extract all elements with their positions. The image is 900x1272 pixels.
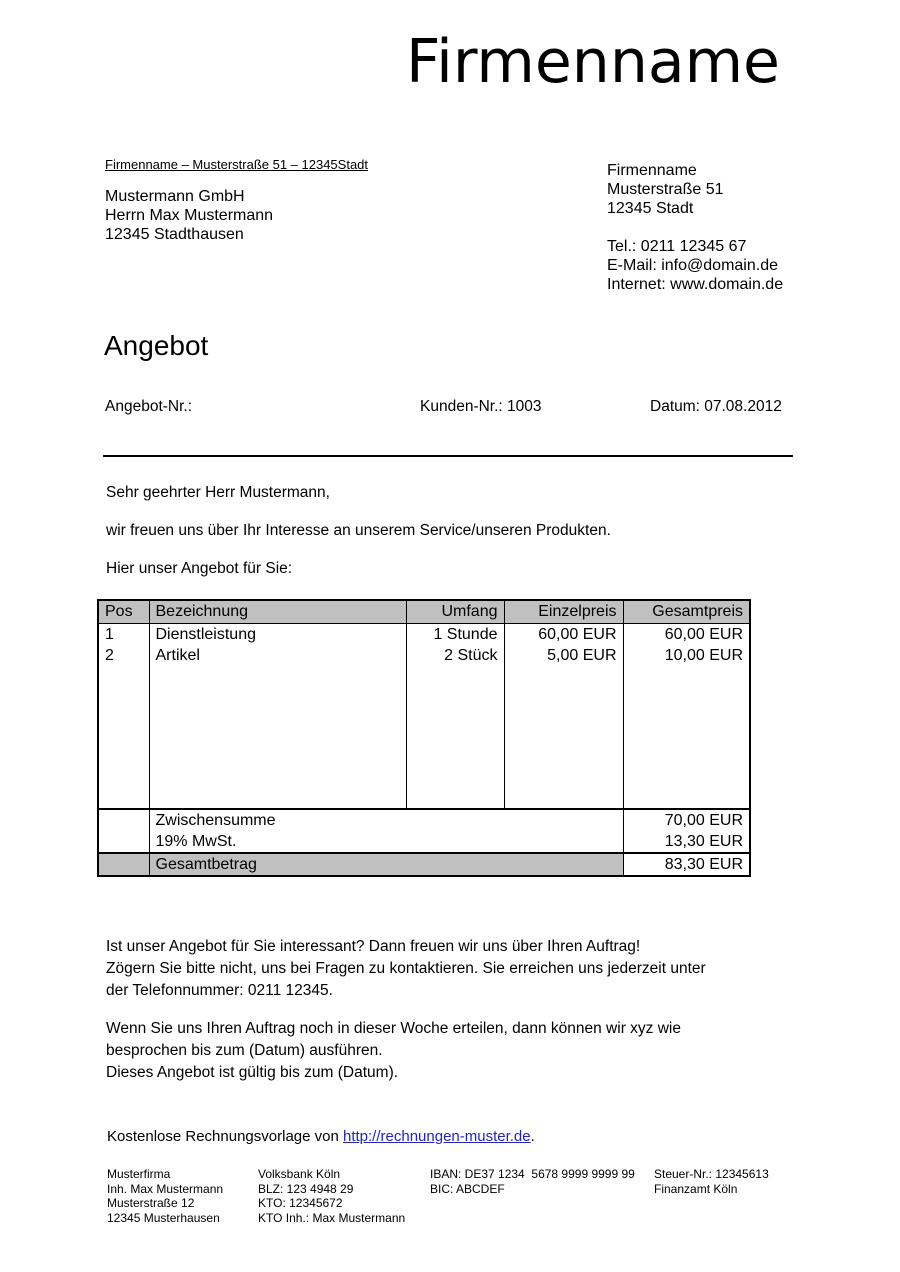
column-header-quantity: Umfang (406, 600, 504, 624)
closing-paragraph-1 (106, 936, 706, 1002)
closing-line: Wenn Sie uns Ihren Auftrag noch in dieser Woche erteilen, dann können wir xyz wie (106, 1020, 681, 1037)
footer-line: BIC: ABCDEF (430, 1181, 505, 1196)
table-row (98, 624, 750, 646)
company-address-line: Firmenname (607, 162, 697, 179)
item-unit-price: 5,00 EUR (504, 645, 623, 666)
item-description: Dienstleistung (149, 624, 406, 646)
item-description: Artikel (149, 645, 406, 666)
subtotal-pos-cell (98, 809, 149, 853)
credit-suffix: . (530, 1128, 535, 1145)
closing-paragraph-2 (106, 1018, 681, 1084)
subtotal-label: Zwischensumme (155, 812, 276, 829)
intro-line: wir freuen uns über Ihr Interesse an unserem Service/unseren Produkten. (106, 522, 611, 539)
document-title: Angebot (104, 330, 209, 361)
offer-lead-line: Hier unser Angebot für Sie: (106, 560, 293, 577)
salutation: Sehr geehrter Herr Mustermann, (106, 484, 330, 501)
footer-line: Volksbank Köln (258, 1167, 341, 1181)
footer-line: KTO: 12345672 (258, 1196, 343, 1210)
footer-tax-column (654, 1167, 769, 1196)
company-website: Internet: www.domain.de (607, 276, 784, 293)
item-quantity: 1 Stunde (406, 624, 504, 646)
table-row (98, 645, 750, 666)
closing-line: Dieses Angebot ist gültig bis zum (Datum). (106, 1064, 399, 1081)
footer-line: Musterstraße 12 (107, 1196, 195, 1210)
total-pos-cell (98, 853, 149, 876)
company-address-line: 12345 Stadt (607, 200, 694, 217)
footer-line: KTO Inh.: Max Mustermann (258, 1210, 406, 1225)
item-unit-price: 60,00 EUR (504, 624, 623, 646)
subtotal-row (98, 809, 750, 853)
vat-label: 19% MwSt. (155, 833, 237, 850)
vat-value: 13,30 EUR (664, 833, 743, 850)
footer-line: Musterfirma (107, 1167, 171, 1181)
footer-line: Finanzamt Köln (654, 1181, 738, 1196)
grand-total-value: 83,30 EUR (623, 853, 750, 876)
recipient-line: Mustermann GmbH (105, 188, 245, 205)
item-total: 60,00 EUR (623, 624, 750, 646)
vendor-link[interactable]: http://rechnungen-muster.de (343, 1128, 531, 1145)
column-header-total-price: Gesamtpreis (623, 600, 750, 624)
company-phone: Tel.: 0211 12345 67 (607, 238, 747, 255)
company-contact (607, 237, 783, 294)
recipient-line: 12345 Stadthausen (105, 226, 244, 243)
footer-line: Steuer-Nr.: 12345613 (654, 1167, 769, 1181)
column-header-unit-price: Einzelpreis (504, 600, 623, 624)
subtotal-values (623, 809, 750, 853)
item-total: 10,00 EUR (623, 645, 750, 666)
credit-prefix: Kostenlose Rechnungsvorlage von (107, 1128, 343, 1145)
footer-line: BLZ: 123 4948 29 (258, 1181, 354, 1196)
closing-line: besprochen bis zum (Datum) ausführen. (106, 1042, 383, 1059)
customer-number: Kunden-Nr.: 1003 (420, 398, 542, 415)
grand-total-row (98, 853, 750, 876)
item-quantity: 2 Stück (406, 645, 504, 666)
company-logo: Firmenname (406, 27, 780, 97)
divider-rule (103, 455, 793, 457)
column-header-pos: Pos (98, 600, 149, 624)
closing-line: Ist unser Angebot für Sie interessant? Dann freuen wir uns über Ihren Auftrag! (106, 938, 641, 955)
recipient-address (105, 187, 273, 244)
subtotal-labels (149, 809, 623, 853)
offer-items-table (97, 599, 751, 877)
footer-iban-column (430, 1167, 635, 1196)
credit-line (107, 1128, 535, 1145)
company-address (607, 161, 723, 218)
sender-return-line: Firmenname – Musterstraße 51 – 12345Stadt (105, 157, 369, 172)
footer-company-column (107, 1167, 223, 1225)
closing-line: der Telefonnummer: 0211 12345. (106, 982, 333, 999)
column-header-description: Bezeichnung (149, 600, 406, 624)
subtotal-value: 70,00 EUR (664, 812, 743, 829)
footer-line: Inh. Max Mustermann (107, 1181, 224, 1196)
footer-bank-column (258, 1167, 405, 1225)
footer-line: 12345 Musterhausen (107, 1210, 220, 1225)
recipient-line: Herrn Max Mustermann (105, 207, 274, 224)
footer-line: IBAN: DE37 1234 5678 9999 9999 99 (430, 1167, 635, 1181)
company-address-line: Musterstraße 51 (607, 181, 724, 198)
document-date: Datum: 07.08.2012 (650, 398, 782, 415)
item-pos: 1 (98, 624, 149, 646)
grand-total-label: Gesamtbetrag (149, 853, 623, 876)
closing-line: Zögern Sie bitte nicht, uns bei Fragen zu kontaktieren. Sie erreichen uns jederzeit unter (106, 960, 706, 977)
offer-number-label: Angebot-Nr.: (105, 398, 193, 415)
table-empty-area (98, 666, 750, 809)
table-header-row (98, 600, 750, 624)
company-email: E-Mail: info@domain.de (607, 257, 778, 274)
item-pos: 2 (98, 645, 149, 666)
